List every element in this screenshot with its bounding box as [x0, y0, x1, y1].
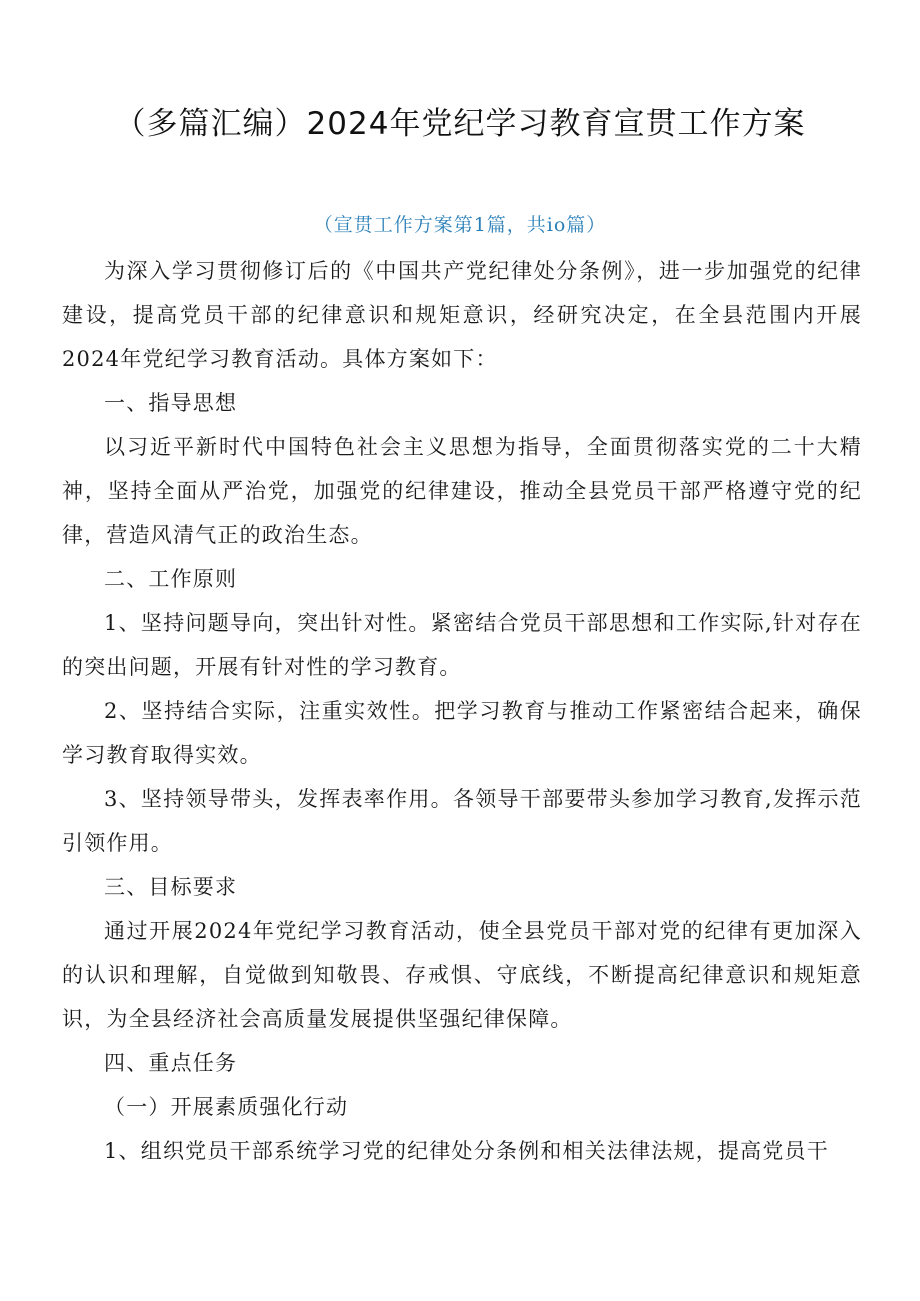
goals-paragraph: 通过开展2024年党纪学习教育活动，使全县党员干部对党的纪律有更加深入的认识和理解，自觉做到知敬畏、存戒惧、守底线，不断提高纪律意识和规矩意识，为全县经济社会高质量发展提供坚强纪律保障。: [62, 919, 862, 1031]
section-heading-goals: 三、目标要求: [104, 875, 238, 899]
principle-item-2: 2、坚持结合实际，注重实效性。把学习教育与推动工作紧密结合起来，确保学习教育取得实效。: [62, 699, 862, 767]
document-subtitle: （宣贯工作方案第1篇，共io篇）: [313, 214, 607, 236]
document-body: [62, 249, 862, 1173]
subsection-heading-quality-action: （一）开展素质强化行动: [104, 1095, 349, 1119]
section-heading-work-principles: 二、工作原则: [104, 567, 238, 591]
document-title: （多篇汇编）2024年党纪学习教育宣贯工作方案: [114, 106, 806, 142]
section-heading-key-tasks: 四、重点任务: [104, 1051, 238, 1075]
principle-item-3: 3、坚持领导带头，发挥表率作用。各领导干部要带头参加学习教育,发挥示范引领作用。: [62, 787, 862, 855]
guiding-thought-paragraph: 以习近平新时代中国特色社会主义思想为指导，全面贯彻落实党的二十大精神，坚持全面从严治党，加强党的纪律建设，推动全县党员干部严格遵守党的纪律，营造风清气正的政治生态。: [62, 435, 862, 547]
section-heading-guiding-thought: 一、指导思想: [104, 391, 238, 415]
principle-item-1: 1、坚持问题导向，突出针对性。紧密结合党员干部思想和工作实际,针对存在的突出问题，开展有针对性的学习教育。: [62, 611, 862, 679]
task-item-1: 1、组织党员干部系统学习党的纪律处分条例和相关法律法规，提高党员干: [104, 1139, 829, 1163]
intro-paragraph: 为深入学习贯彻修订后的《中国共产党纪律处分条例》，进一步加强党的纪律建设，提高党员干部的纪律意识和规矩意识，经研究决定，在全县范围内开展2024年党纪学习教育活动。具体方案如下：: [62, 259, 862, 371]
